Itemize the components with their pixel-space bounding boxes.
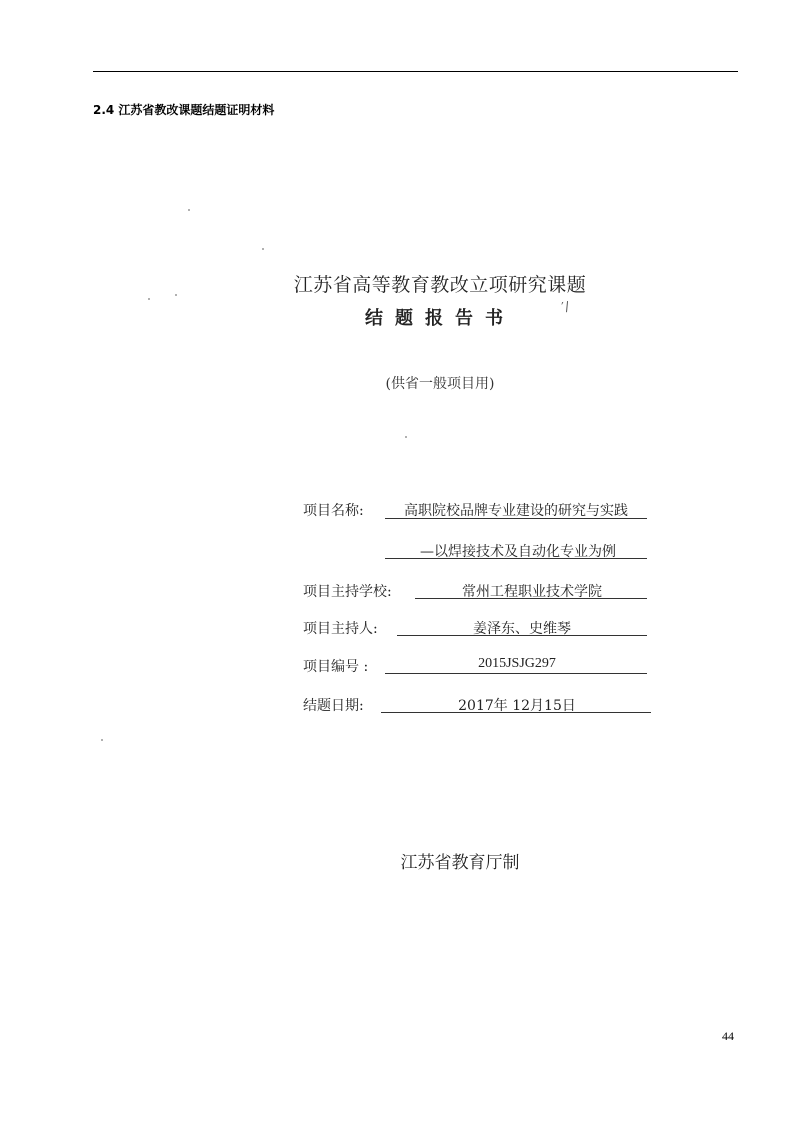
underline (385, 673, 647, 674)
underline (385, 558, 647, 559)
scan-speck (148, 298, 150, 300)
underline (385, 518, 647, 519)
cover-title-line2: 结题报告书 (365, 308, 515, 329)
handwritten-mark: ′/ (560, 299, 571, 316)
field-project-name (303, 500, 628, 520)
underline (415, 598, 647, 599)
field-label: 项目名称: (303, 503, 364, 519)
field-label: 项目编号 : (303, 659, 369, 675)
field-completion-date (303, 695, 576, 715)
field-label: 结题日期: (303, 698, 364, 714)
field-label: 项目主持人: (303, 621, 378, 637)
host-person-value: 姜泽东、史维琴 (473, 621, 571, 637)
project-number-value: 2015JSJG297 (478, 656, 556, 671)
underline (397, 635, 647, 636)
scan-speck (262, 248, 264, 250)
page-number: 44 (722, 1029, 734, 1043)
completion-date-value: 2017年 12月15日 (458, 698, 576, 714)
project-name-value-line1: 高职院校品牌专业建设的研究与实践 (404, 503, 628, 519)
scan-speck (188, 209, 190, 211)
underline (381, 712, 651, 713)
project-name-value-line2: —以焊接技术及自动化专业为例 (420, 544, 616, 560)
issuer-line: 江苏省教育厅制 (400, 853, 520, 873)
field-label: 项目主持学校: (303, 584, 392, 600)
scan-speck (101, 739, 103, 741)
cover-title-line1: 江苏省高等教育教改立项研究课题 (293, 274, 587, 296)
section-heading: 2.4 江苏省教改课题结题证明材料 (93, 103, 275, 117)
field-host-person (303, 618, 571, 638)
field-host-school (303, 581, 602, 601)
cover-subtitle: (供省一般项目用) (385, 376, 495, 392)
scan-speck (405, 436, 407, 438)
field-project-number (303, 656, 556, 676)
host-school-value: 常州工程职业技术学院 (462, 584, 602, 600)
